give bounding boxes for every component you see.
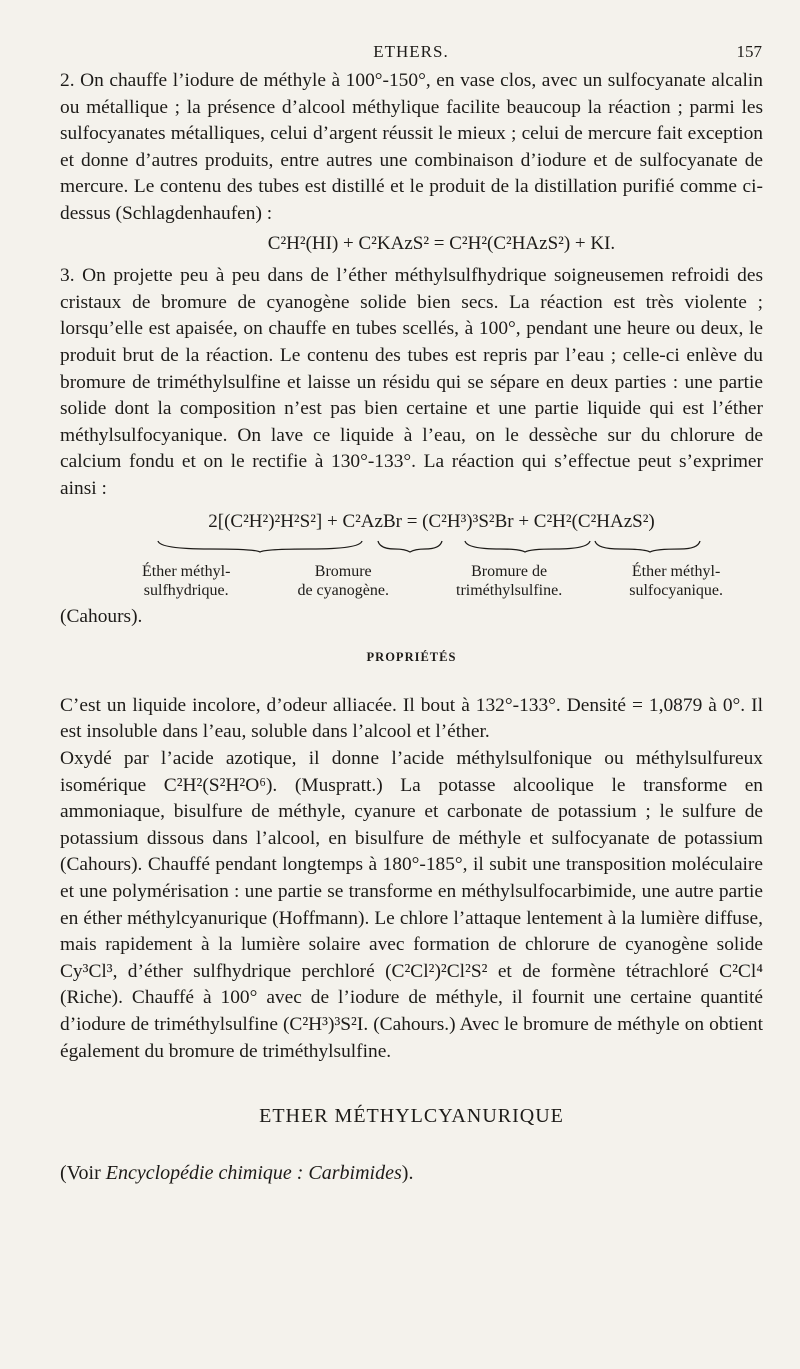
equation-iodure: C²H²(HI) + C²KAzS² = C²H²(C²HAzS²) + KI. bbox=[267, 232, 616, 254]
paragraph-method-2: 2. On chauffe l’iodure de méthyle à 100°-150°, en vase clos, avec un sulfocyanate alcalin ou métallique ; la présence d’alcool méthylique facilite beaucoup la réaction ; parmi les sulfocyanates métalliques, celui d’argent réussit le mieux ; celui de mercure fait exception et donne d’autres produits, entre autres une combinaison d’iodure et de sulfocyanate de mercure. Le contenu des tubes est distillé et le produit de la distillation purifié comme ci-dessus (Schlagdenhaufen) : bbox=[60, 70, 763, 224]
page-body bbox=[60, 68, 763, 1186]
see-also-reference bbox=[60, 1160, 763, 1187]
brace-4 bbox=[595, 541, 700, 552]
page-number: 157 bbox=[736, 42, 762, 61]
label-bromure-trimethylsulfine: Bromure de triméthylsulfine. bbox=[456, 562, 563, 599]
label-ether-methylsulfhydrique: Éther méthyl- sulfhydrique. bbox=[142, 562, 231, 599]
citation-cahours: (Cahours). bbox=[60, 605, 143, 627]
reaction-equation-block bbox=[60, 509, 763, 600]
reaction-labels bbox=[60, 562, 763, 600]
label-ether-methylsulfocyanique: Éther méthyl- sulfocyanique. bbox=[629, 562, 723, 599]
see-also-prefix: (Voir bbox=[60, 1161, 106, 1184]
paragraph-properties-2: Oxydé par l’acide azotique, il donne l’acide méthylsulfonique ou méthylsulfureux isomérique C²H²(S²H²O⁶). (Muspratt.) La potasse alcoolique le transforme en ammoniaque, bisulfure de méthyle, cyanure et carbonate de potassium ; le sulfure de potassium dissous dans l’alcool, en bisulfure de méthyle et sulfocyanate de potassium (Cahours). Chauffé pendant longtemps à 180°-185°, il subit une transposition moléculaire et une polymérisation : une partie se transforme en méthylsulfocarbimide, une autre partie en éther méthylcyanurique (Hoffmann). Le chlore l’attaque lentement à la lumière diffuse, mais rapidement à la lumière solaire avec formation de chlorure de cyanogène solide Cy³Cl³, d’éther sulfhydrique perchloré (C²Cl²)²Cl²S² et de formène tétrachloré C²Cl⁴ (Riche). Chauffé à 100° avec de l’iodure de méthyle, il fournit une certaine quantité d’iodure de triméthylsulfine (C²H³)³S²I. (Cahours.) Avec le bromure de méthyle on obtient également du bromure de triméthylsulfine. bbox=[60, 748, 763, 1062]
see-also-suffix: ). bbox=[401, 1161, 414, 1184]
brace-2 bbox=[378, 541, 442, 552]
underbraces bbox=[60, 539, 763, 553]
brace-1 bbox=[158, 541, 362, 552]
section-heading-proprietes: PROPRIÉTÉS bbox=[366, 650, 457, 665]
running-title: ETHERS. bbox=[373, 42, 449, 61]
paragraph-method-3: 3. On projette peu à peu dans de l’éther méthylsulfhydrique soigneusemen refroidi des cristaux de bromure de cyanogène solide bien secs. La réaction est très violente ; lorsqu’elle est apaisée, on chauffe en tubes scellés, à 100°, pendant une heure ou deux, le produit brut de la réaction. Le contenu des tubes est repris par l’eau ; celle-ci enlève du bromure de triméthylsulfine et laisse un résidu qui se sépare en deux parties : une partie solide dont la composition n’est pas bien certaine et une partie liquide qui est l’éther méthylsulfocyanique. On lave ce liquide à l’eau, on le dessèche sur du chlorure de calcium fondu et on le rectifie à 130°-133°. La réaction qui s’effectue peut s’exprimer ainsi : bbox=[60, 265, 763, 499]
see-also-title: Encyclopédie chimique : Carbimides bbox=[105, 1161, 402, 1184]
page-header bbox=[60, 42, 762, 66]
section-title-ether-methylcyanurique: ETHER MÉTHYLCYANURIQUE bbox=[259, 1105, 564, 1128]
equation-bromure: 2[(C²H²)²H²S²] + C²AzBr = (C²H³)³S²Br + C²H²(C²HAzS²) bbox=[208, 510, 655, 532]
label-bromure-cyanogene: Bromure de cyanogène. bbox=[297, 562, 389, 599]
brace-3 bbox=[465, 541, 590, 552]
paragraph-properties-1: C’est un liquide incolore, d’odeur alliacée. Il bout à 132°-133°. Densité = 1,0879 à 0°. Il est insoluble dans l’eau, soluble dans l’alcool et l’éther. bbox=[60, 694, 763, 743]
